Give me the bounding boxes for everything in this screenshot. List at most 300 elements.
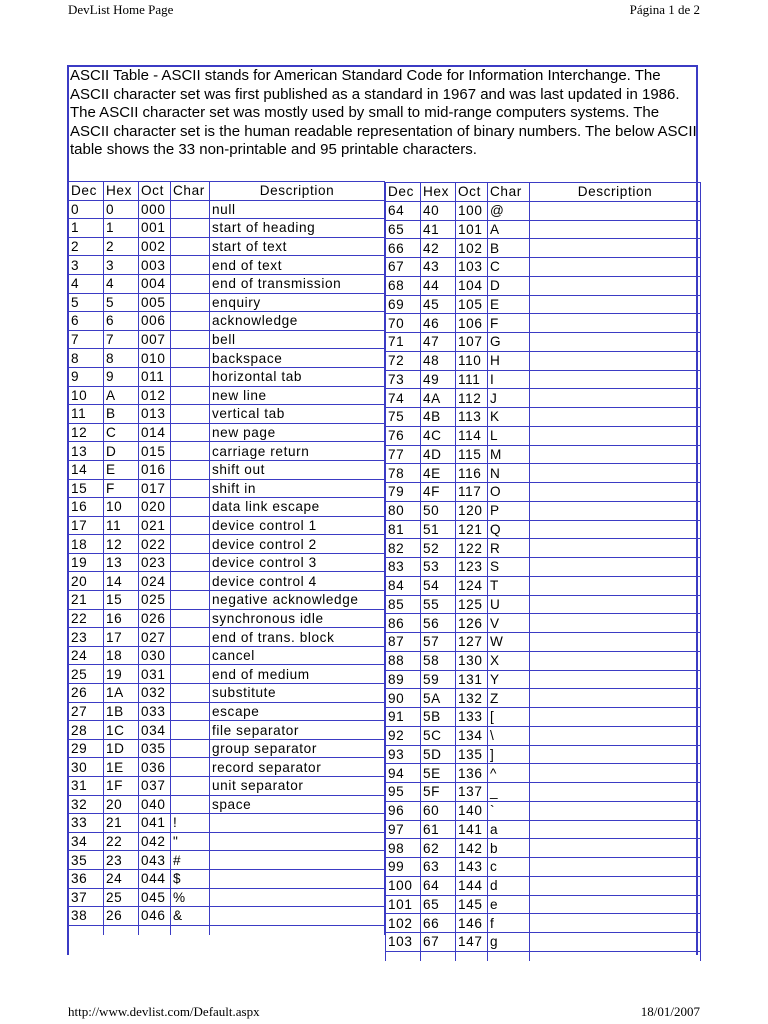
cell-hex: 4E — [421, 464, 456, 483]
cell-dec: 85 — [386, 595, 421, 614]
cell-dec: 92 — [386, 726, 421, 745]
cell-char — [171, 702, 210, 721]
cell-description — [530, 876, 701, 895]
cell-description — [530, 708, 701, 727]
table-row — [386, 876, 701, 895]
cell-dec: 73 — [386, 370, 421, 389]
cell-hex: 6 — [104, 312, 139, 331]
cell-description: null — [210, 200, 385, 219]
ascii-table-right — [385, 182, 701, 961]
cell-oct: 016 — [139, 460, 171, 479]
cell-oct: 024 — [139, 572, 171, 591]
cell-dec: 77 — [386, 445, 421, 464]
cell-oct: 017 — [139, 479, 171, 498]
cell-dec: 24 — [69, 646, 104, 665]
cell-hex: 1E — [104, 758, 139, 777]
cell-dec: 65 — [386, 220, 421, 239]
cell-hex: 17 — [104, 628, 139, 647]
cell-char — [171, 795, 210, 814]
cell-dec: 83 — [386, 558, 421, 577]
cell-char — [171, 498, 210, 517]
cell-dec: 89 — [386, 670, 421, 689]
cell-hex: 2 — [104, 237, 139, 256]
table-row — [69, 646, 385, 665]
cell-description: group separator — [210, 739, 385, 758]
cell-oct: 104 — [456, 276, 488, 295]
cell-hex: 67 — [421, 933, 456, 952]
cell-dec: 27 — [69, 702, 104, 721]
cell-dec: 94 — [386, 764, 421, 783]
cell-char: \ — [488, 726, 530, 745]
cell-oct: 131 — [456, 670, 488, 689]
cell-oct: 112 — [456, 389, 488, 408]
table-row — [386, 633, 701, 652]
cell-description: acknowledge — [210, 312, 385, 331]
cell-hex: 12 — [104, 535, 139, 554]
cell-char: Y — [488, 670, 530, 689]
cell-oct: 144 — [456, 876, 488, 895]
table-row — [69, 721, 385, 740]
cell-char: U — [488, 595, 530, 614]
table-row — [386, 670, 701, 689]
cell-dec: 5 — [69, 293, 104, 312]
cell-hex: 47 — [421, 333, 456, 352]
cell-description: device control 1 — [210, 516, 385, 535]
cell-char: _ — [488, 783, 530, 802]
table-row — [69, 702, 385, 721]
cell-char — [171, 739, 210, 758]
cell-hex: 9 — [104, 367, 139, 386]
cell-oct: 035 — [139, 739, 171, 758]
cell-hex: 4 — [104, 274, 139, 293]
cell-dec: 30 — [69, 758, 104, 777]
cell-description: end of text — [210, 256, 385, 275]
cell-char — [171, 479, 210, 498]
table-row — [69, 814, 385, 833]
cell-dec: 8 — [69, 349, 104, 368]
page-number: Página 1 de 2 — [629, 2, 700, 17]
cell-description — [530, 689, 701, 708]
cell-oct: 045 — [139, 888, 171, 907]
table-row — [69, 516, 385, 535]
cell-hex: 5E — [421, 764, 456, 783]
cell-dec: 76 — [386, 426, 421, 445]
cell-description — [530, 276, 701, 295]
cell-oct: 044 — [139, 869, 171, 888]
cell-hex: 25 — [104, 888, 139, 907]
cell-description — [530, 633, 701, 652]
cell-oct: 032 — [139, 684, 171, 703]
cell-dec: 84 — [386, 576, 421, 595]
cell-hex: 1B — [104, 702, 139, 721]
cell-hex: 42 — [421, 239, 456, 258]
cell-oct: 125 — [456, 595, 488, 614]
cell-char — [171, 684, 210, 703]
cell-hex: 1 — [104, 219, 139, 238]
cell-description — [530, 483, 701, 502]
cell-dec: 36 — [69, 869, 104, 888]
cell-hex: 5 — [104, 293, 139, 312]
col-description: Description — [530, 183, 701, 202]
cell-dec: 0 — [69, 200, 104, 219]
cell-char: I — [488, 370, 530, 389]
cell-char — [171, 312, 210, 331]
table-row — [386, 558, 701, 577]
cell-char: P — [488, 501, 530, 520]
cell-char: [ — [488, 708, 530, 727]
cell-char — [171, 646, 210, 665]
table-row — [386, 239, 701, 258]
col-description: Description — [210, 182, 385, 201]
cell-hex: 57 — [421, 633, 456, 652]
cell-dec: 6 — [69, 312, 104, 331]
cell-hex: 5B — [421, 708, 456, 727]
table-row — [386, 858, 701, 877]
cell-hex: 64 — [421, 876, 456, 895]
cell-description: end of medium — [210, 665, 385, 684]
table-row — [69, 609, 385, 628]
cell-dec: 97 — [386, 820, 421, 839]
table-row — [69, 460, 385, 479]
cell-dec: 72 — [386, 351, 421, 370]
cell-description — [530, 258, 701, 277]
table-row — [69, 256, 385, 275]
cell-char — [171, 442, 210, 461]
cell-oct: 034 — [139, 721, 171, 740]
cell-dec: 82 — [386, 539, 421, 558]
cell-dec: 78 — [386, 464, 421, 483]
cell-char — [171, 758, 210, 777]
col-dec: Dec — [386, 183, 421, 202]
cell-description — [530, 783, 701, 802]
table-row — [386, 539, 701, 558]
cell-hex: 58 — [421, 651, 456, 670]
cell-hex: 52 — [421, 539, 456, 558]
table-row — [69, 386, 385, 405]
table-row — [69, 553, 385, 572]
cell-dec: 18 — [69, 535, 104, 554]
cell-char — [171, 293, 210, 312]
cell-dec: 22 — [69, 609, 104, 628]
cell-oct: 117 — [456, 483, 488, 502]
cell-char: Q — [488, 520, 530, 539]
cell-oct: 147 — [456, 933, 488, 952]
col-char: Char — [171, 182, 210, 201]
col-char: Char — [488, 183, 530, 202]
cell-hex: 49 — [421, 370, 456, 389]
cell-description — [210, 851, 385, 870]
cell-description: record separator — [210, 758, 385, 777]
cell-dec: 28 — [69, 721, 104, 740]
footer-date: 18/01/2007 — [640, 1004, 700, 1019]
cell-oct: 020 — [139, 498, 171, 517]
col-oct: Oct — [456, 183, 488, 202]
cell-oct: 111 — [456, 370, 488, 389]
cell-oct: 040 — [139, 795, 171, 814]
cell-hex: 26 — [104, 907, 139, 926]
cell-oct: 113 — [456, 408, 488, 427]
table-row — [386, 351, 701, 370]
cell-description — [210, 832, 385, 851]
cell-hex: 5A — [421, 689, 456, 708]
table-row — [386, 576, 701, 595]
table-row — [69, 665, 385, 684]
cell-char: f — [488, 914, 530, 933]
cell-description — [530, 501, 701, 520]
cell-description — [530, 801, 701, 820]
cell-description: cancel — [210, 646, 385, 665]
cell-hex: 1F — [104, 777, 139, 796]
cell-empty — [386, 951, 421, 961]
table-row — [69, 795, 385, 814]
cell-oct: 137 — [456, 783, 488, 802]
cell-hex: 19 — [104, 665, 139, 684]
cell-oct: 030 — [139, 646, 171, 665]
cell-oct: 124 — [456, 576, 488, 595]
cell-description: device control 2 — [210, 535, 385, 554]
cell-oct: 146 — [456, 914, 488, 933]
cell-char — [171, 237, 210, 256]
table-row — [386, 595, 701, 614]
cell-char — [171, 516, 210, 535]
cell-hex: 3 — [104, 256, 139, 275]
table-row — [69, 293, 385, 312]
cell-empty — [171, 925, 210, 935]
cell-oct: 130 — [456, 651, 488, 670]
cell-description — [530, 426, 701, 445]
cell-char — [171, 423, 210, 442]
cell-dec: 80 — [386, 501, 421, 520]
table-row — [386, 764, 701, 783]
cell-hex: 65 — [421, 895, 456, 914]
cell-char: K — [488, 408, 530, 427]
table-row — [69, 479, 385, 498]
cell-dec: 81 — [386, 520, 421, 539]
cell-hex: 23 — [104, 851, 139, 870]
cell-char — [171, 460, 210, 479]
cell-hex: 11 — [104, 516, 139, 535]
table-row — [69, 869, 385, 888]
cell-description — [530, 858, 701, 877]
cell-description: synchronous idle — [210, 609, 385, 628]
cell-dec: 96 — [386, 801, 421, 820]
cell-oct: 132 — [456, 689, 488, 708]
cell-hex: 43 — [421, 258, 456, 277]
cell-oct: 014 — [139, 423, 171, 442]
cell-description: backspace — [210, 349, 385, 368]
cell-description — [530, 933, 701, 952]
cell-description — [210, 814, 385, 833]
cell-char — [171, 609, 210, 628]
table-row — [69, 237, 385, 256]
table-row — [69, 367, 385, 386]
cell-description — [530, 651, 701, 670]
cell-hex: 62 — [421, 839, 456, 858]
cell-hex: 55 — [421, 595, 456, 614]
cell-dec: 13 — [69, 442, 104, 461]
cell-char — [171, 628, 210, 647]
cell-char: c — [488, 858, 530, 877]
table-row — [69, 591, 385, 610]
cell-oct: 135 — [456, 745, 488, 764]
cell-oct: 134 — [456, 726, 488, 745]
cell-description — [530, 745, 701, 764]
table-row — [386, 801, 701, 820]
cell-oct: 000 — [139, 200, 171, 219]
cell-description — [530, 295, 701, 314]
cell-char: " — [171, 832, 210, 851]
cell-hex: 20 — [104, 795, 139, 814]
cell-char — [171, 665, 210, 684]
cell-dec: 91 — [386, 708, 421, 727]
cell-char: G — [488, 333, 530, 352]
cell-oct: 106 — [456, 314, 488, 333]
cell-char: g — [488, 933, 530, 952]
cell-oct: 043 — [139, 851, 171, 870]
ascii-table-left — [68, 181, 385, 935]
cell-hex: 53 — [421, 558, 456, 577]
table-row — [386, 520, 701, 539]
cell-description — [530, 464, 701, 483]
table-row — [386, 295, 701, 314]
cell-description — [530, 445, 701, 464]
cell-char: $ — [171, 869, 210, 888]
cell-char: V — [488, 614, 530, 633]
cell-dec: 79 — [386, 483, 421, 502]
cell-char: ^ — [488, 764, 530, 783]
cell-empty — [456, 951, 488, 961]
cell-description: escape — [210, 702, 385, 721]
cell-dec: 102 — [386, 914, 421, 933]
cell-oct: 141 — [456, 820, 488, 839]
table-row — [69, 572, 385, 591]
cell-char: ! — [171, 814, 210, 833]
table-row — [69, 535, 385, 554]
cell-dec: 9 — [69, 367, 104, 386]
cell-dec: 21 — [69, 591, 104, 610]
cell-char: R — [488, 539, 530, 558]
cell-hex: C — [104, 423, 139, 442]
table-row — [386, 370, 701, 389]
cell-char — [171, 219, 210, 238]
table-row — [386, 745, 701, 764]
cell-oct: 003 — [139, 256, 171, 275]
cell-description — [530, 333, 701, 352]
cell-hex: 56 — [421, 614, 456, 633]
cell-oct: 120 — [456, 501, 488, 520]
col-hex: Hex — [421, 183, 456, 202]
cell-dec: 31 — [69, 777, 104, 796]
table-row — [386, 501, 701, 520]
cell-char — [171, 349, 210, 368]
cell-oct: 046 — [139, 907, 171, 926]
cell-empty — [421, 951, 456, 961]
cell-char — [171, 256, 210, 275]
cell-dec: 69 — [386, 295, 421, 314]
cell-oct: 140 — [456, 801, 488, 820]
cell-dec: 17 — [69, 516, 104, 535]
cell-oct: 102 — [456, 239, 488, 258]
cell-description — [530, 558, 701, 577]
table-row — [386, 726, 701, 745]
cell-description — [210, 888, 385, 907]
cell-char: T — [488, 576, 530, 595]
cell-description: new page — [210, 423, 385, 442]
cell-dec: 29 — [69, 739, 104, 758]
cell-char — [171, 721, 210, 740]
cell-hex: D — [104, 442, 139, 461]
cell-oct: 042 — [139, 832, 171, 851]
cell-char: S — [488, 558, 530, 577]
cell-char — [171, 572, 210, 591]
cell-description: horizontal tab — [210, 367, 385, 386]
cell-hex: 46 — [421, 314, 456, 333]
cell-hex: 7 — [104, 330, 139, 349]
table-row — [386, 276, 701, 295]
cell-dec: 20 — [69, 572, 104, 591]
table-row — [69, 405, 385, 424]
cell-hex: 22 — [104, 832, 139, 851]
cell-description — [530, 314, 701, 333]
cell-hex: 41 — [421, 220, 456, 239]
cell-char: N — [488, 464, 530, 483]
cell-oct: 136 — [456, 764, 488, 783]
table-row — [386, 839, 701, 858]
intro-paragraph: ASCII Table - ASCII stands for American Standard Code for Information Interchange. The ASCII character set was first published as a standard in 1967 and was last updated in 1986. The ASCII character set was mostly used by small to mid-range computers systems. The ASCII character set is the human readable representation of binary numbers. The below ASCII table shows the 33 non-printable and 95 printable characters. — [70, 67, 697, 159]
cell-dec: 2 — [69, 237, 104, 256]
cell-char: J — [488, 389, 530, 408]
cell-dec: 90 — [386, 689, 421, 708]
cell-dec: 68 — [386, 276, 421, 295]
cell-char — [171, 777, 210, 796]
cell-hex: 63 — [421, 858, 456, 877]
cell-hex: B — [104, 405, 139, 424]
table-row — [386, 820, 701, 839]
cell-dec: 32 — [69, 795, 104, 814]
cell-hex: A — [104, 386, 139, 405]
cell-dec: 88 — [386, 651, 421, 670]
table-row — [386, 614, 701, 633]
cell-oct: 027 — [139, 628, 171, 647]
cell-char: D — [488, 276, 530, 295]
cell-char: d — [488, 876, 530, 895]
cell-dec: 11 — [69, 405, 104, 424]
cell-char — [171, 405, 210, 424]
cell-description — [530, 370, 701, 389]
cell-description: substitute — [210, 684, 385, 703]
cell-description: shift out — [210, 460, 385, 479]
cell-oct: 126 — [456, 614, 488, 633]
cell-dec: 16 — [69, 498, 104, 517]
table-row — [386, 895, 701, 914]
cell-hex: 4F — [421, 483, 456, 502]
cell-oct: 013 — [139, 405, 171, 424]
table-row — [386, 389, 701, 408]
table-row — [69, 219, 385, 238]
cell-char: X — [488, 651, 530, 670]
cell-description — [530, 576, 701, 595]
cell-oct: 037 — [139, 777, 171, 796]
cell-char: % — [171, 888, 210, 907]
cell-description — [530, 389, 701, 408]
cell-hex: F — [104, 479, 139, 498]
cell-dec: 23 — [69, 628, 104, 647]
col-hex: Hex — [104, 182, 139, 201]
table-row — [386, 933, 701, 952]
cell-oct: 121 — [456, 520, 488, 539]
col-dec: Dec — [69, 182, 104, 201]
cell-dec: 3 — [69, 256, 104, 275]
